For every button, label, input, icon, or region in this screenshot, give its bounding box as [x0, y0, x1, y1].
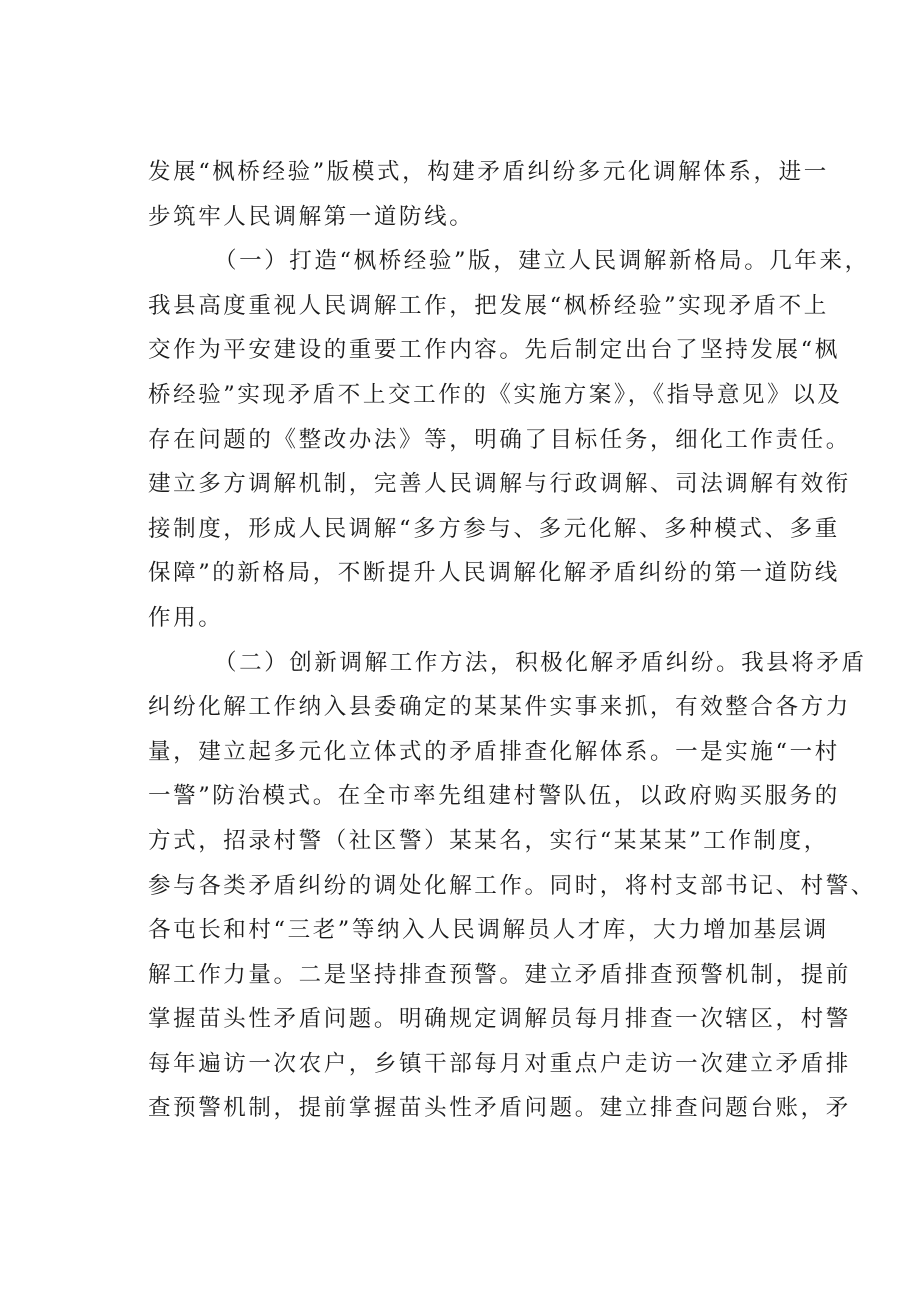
- text-line: 解工作力量。二是坚持排查预警。建立矛盾排查预警机制，提前: [148, 961, 851, 988]
- text-line: 参与各类矛盾纠纷的调处化解工作。同时，将村支部书记、村警、: [148, 872, 876, 899]
- text-line: 每年遍访一次农户，乡镇干部每月对重点户走访一次建立矛盾排: [148, 1050, 851, 1077]
- text-line: 步筑牢人民调解第一道防线。: [148, 203, 475, 230]
- text-line: 掌握苗头性矛盾问题。明确规定调解员每月排查一次辖区，村警: [148, 1006, 851, 1033]
- text-line: 我县高度重视人民调解工作，把发展“枫桥经验”实现矛盾不上: [148, 292, 829, 319]
- text-line: 一警”防治模式。在全市率先组建村警队伍，以政府购买服务的: [148, 783, 840, 810]
- text-line: 交作为平安建设的重要工作内容。先后制定出台了坚持发展“枫: [148, 337, 840, 364]
- paragraph-first-line: （一）打造“枫桥经验”版，建立人民调解新格局。几年来，: [214, 248, 870, 275]
- text-line: 查预警机制，提前掌握苗头性矛盾问题。建立排查问题台账，矛: [148, 1095, 851, 1122]
- text-line: 量，建立起多元化立体式的矛盾排查化解体系。一是实施“一村: [148, 738, 840, 765]
- text-line: 方式，招录村警（社区警）某某名，实行“某某某”工作制度，: [148, 827, 829, 854]
- body-text: [148, 150, 876, 1131]
- paragraph-first-line: （二）创新调解工作方法，积极化解矛盾纠纷。我县将矛盾: [214, 649, 867, 676]
- text-line: 作用。: [148, 604, 224, 631]
- text-line: 桥经验”实现矛盾不上交工作的《实施方案》，《指导意见》以及: [148, 381, 843, 408]
- text-line: 发展“枫桥经验”版模式，构建矛盾纠纷多元化调解体系，进一: [148, 159, 829, 185]
- text-line: 各屯长和村“三老”等纳入人民调解员人才库，大力增加基层调: [148, 917, 829, 944]
- text-line: 保障”的新格局，不断提升人民调解化解矛盾纠纷的第一道防线: [148, 560, 840, 587]
- text-line: 存在问题的《整改办法》等，明确了目标任务，细化工作责任。: [148, 426, 851, 453]
- text-line: 纠纷化解工作纳入县委确定的某某件实事来抓，有效整合各方力: [148, 694, 851, 721]
- text-line: 建立多方调解机制，完善人民调解与行政调解、司法调解有效衔: [148, 471, 851, 498]
- text-line: 接制度，形成人民调解“多方参与、多元化解、多种模式、多重: [148, 515, 840, 542]
